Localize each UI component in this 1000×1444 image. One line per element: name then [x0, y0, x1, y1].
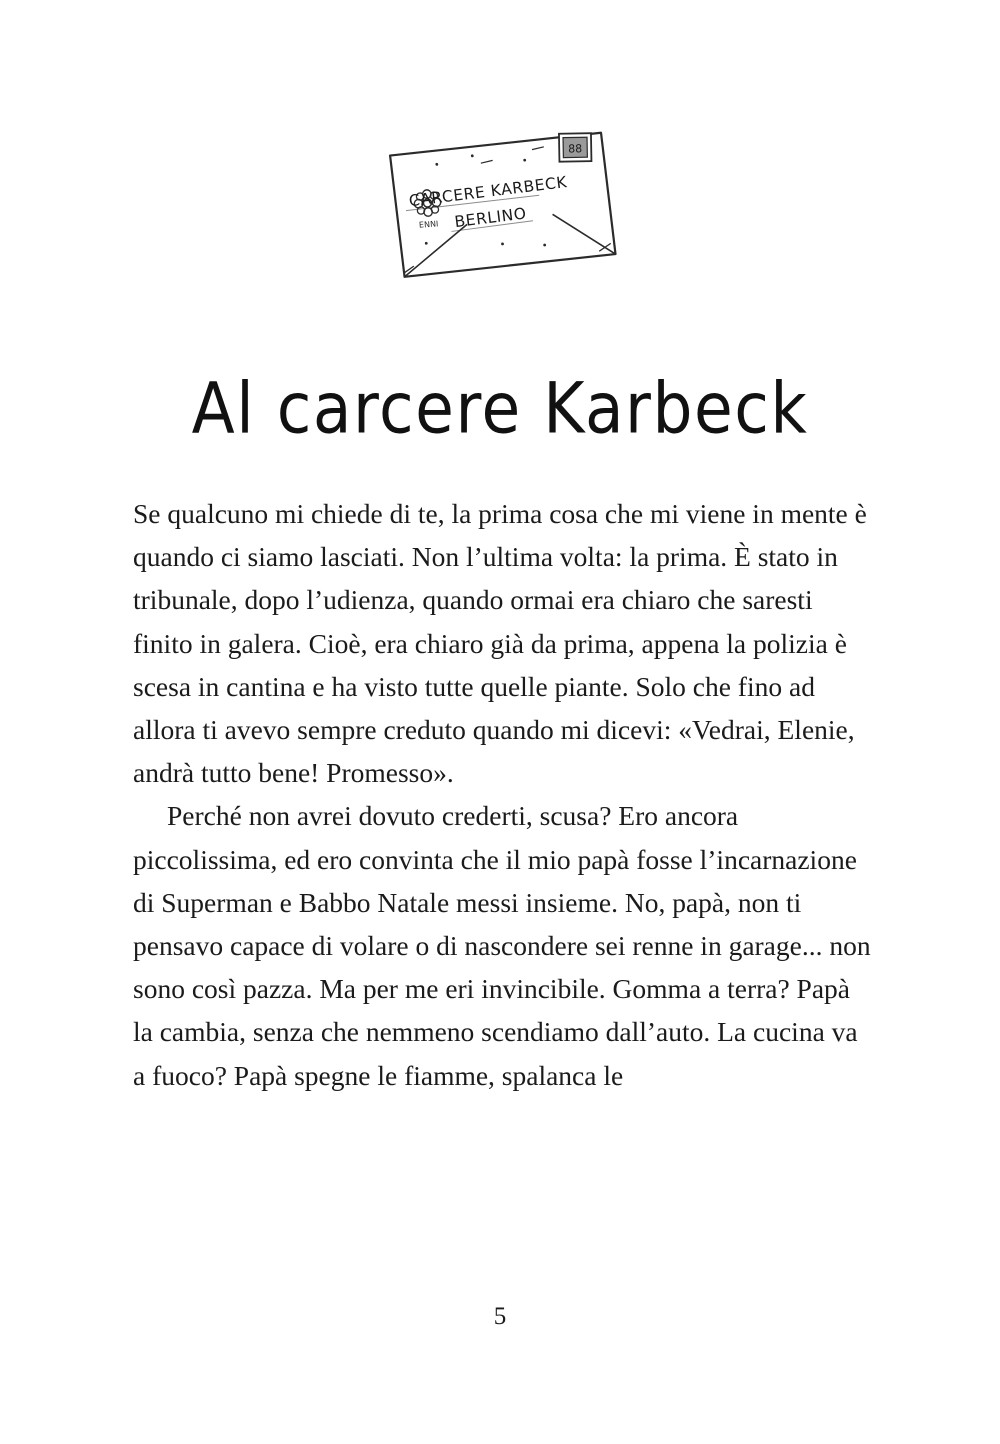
- body-text: [133, 492, 873, 1097]
- stamp-text: 88: [568, 142, 583, 156]
- envelope-icon: [380, 118, 620, 293]
- page-number: 5: [493, 1303, 507, 1330]
- envelope-address-line-1: CARCERE KARBECK: [407, 172, 569, 211]
- envelope-address-line-2: BERLINO: [453, 204, 528, 232]
- page-title: Al carcere Karbeck: [191, 367, 809, 450]
- envelope-drawing: [380, 118, 620, 293]
- flower-label: ENNI: [418, 219, 439, 230]
- paragraph-2: Perché non avrei dovuto crederti, scusa? Ero ancora piccolissima, ed ero convinta che il mio papà fosse l’incarnazione di Superman e Babbo Natale messi insieme. No, papà, non ti pensavo capace di volare o di nascondere sei renne in garage... non sono così pazza. Ma per me eri invincibile. Gomma a terra? Papà la cambia, senza che nemmeno scendiamo dall’auto. La cucina va a fuoco? Papà spegne le fiamme, spalanca le: [133, 800, 871, 1091]
- paragraph-1: Se qualcuno mi chiede di te, la prima cosa che mi viene in mente è quando ci siamo lasciati. Non l’ultima volta: la prima. È stato in tribunale, dopo l’udienza, quando ormai era chiaro che saresti finito in galera. Cioè, era chiaro già da prima, appena la polizia è scesa in cantina e ha visto tutte quelle piante. Solo che fino ad allora ti avevo sempre creduto quando mi dicevi: «Vedrai, Elenie, andrà tutto bene! Promesso».: [133, 498, 867, 789]
- chapter-illustration: [0, 118, 1000, 308]
